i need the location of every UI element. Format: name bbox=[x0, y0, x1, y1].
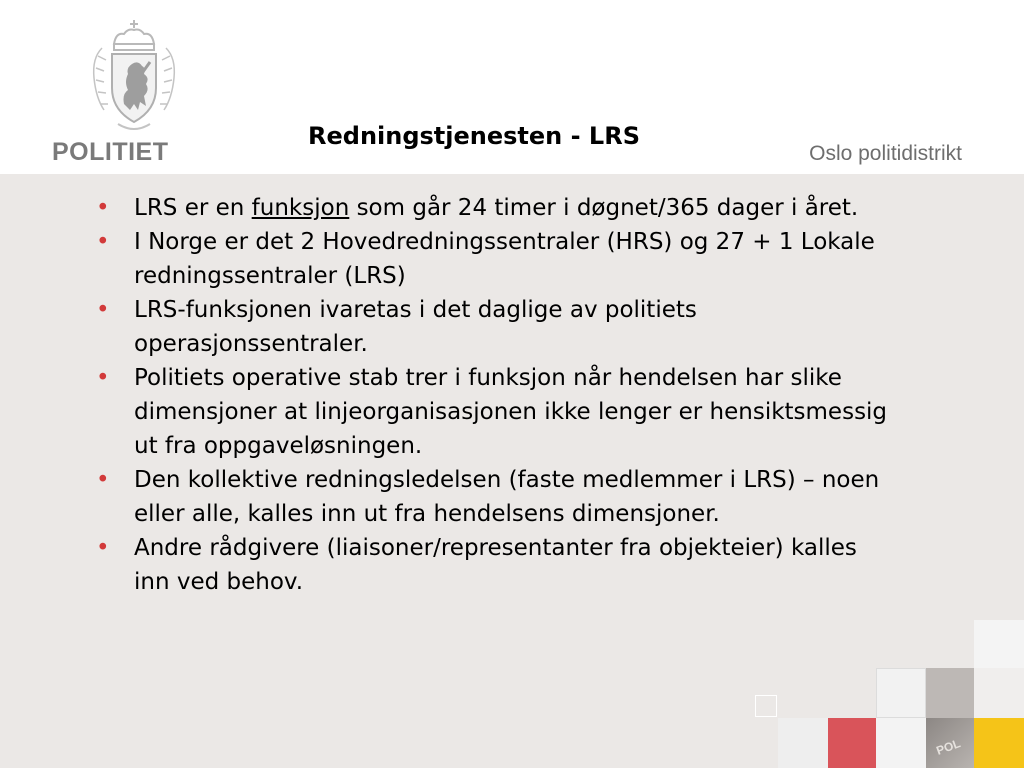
corner-photo bbox=[926, 718, 974, 768]
decor-square bbox=[876, 718, 926, 768]
underlined-term: funksjon bbox=[251, 195, 350, 221]
logo-text: POLITIET bbox=[52, 138, 169, 166]
bullet-text: LRS-funksjonen ivaretas i det daglige av politiets operasjonssentraler. bbox=[134, 297, 697, 357]
bullet-dot: • bbox=[96, 535, 110, 561]
list-item bbox=[96, 463, 896, 531]
decor-square bbox=[974, 718, 1024, 768]
decor-square bbox=[828, 718, 876, 768]
decor-square bbox=[778, 718, 828, 768]
decor-square bbox=[755, 695, 777, 717]
bullet-dot: • bbox=[96, 467, 110, 493]
bullet-text: Andre rådgivere (liaisoner/representanter fra objekteier) kalles inn ved behov. bbox=[134, 535, 857, 595]
bullet-text-end: som går 24 timer i døgnet/365 dager i året. bbox=[349, 195, 859, 221]
list-item bbox=[96, 225, 896, 293]
decor-square bbox=[974, 668, 1024, 718]
bullet-text-start: LRS er en bbox=[134, 195, 252, 221]
list-item bbox=[96, 361, 896, 463]
list-item bbox=[96, 293, 896, 361]
corner-photo-text: POL bbox=[934, 736, 963, 758]
bullet-list bbox=[96, 191, 896, 599]
bullet-text: I Norge er det 2 Hovedredningssentraler (HRS) og 27 + 1 Lokale redningssentraler (LRS) bbox=[134, 229, 875, 289]
bullet-dot: • bbox=[96, 365, 110, 391]
list-item bbox=[96, 531, 896, 599]
bullet-dot: • bbox=[96, 229, 110, 255]
bullet-text: Den kollektive redningsledelsen (faste medlemmer i LRS) – noen eller alle, kalles inn ut fra hendelsens dimensjoner. bbox=[134, 467, 880, 527]
list-item bbox=[96, 191, 896, 225]
decor-square bbox=[876, 668, 926, 718]
decor-square bbox=[926, 668, 974, 718]
bullet-dot: • bbox=[96, 297, 110, 323]
bullet-text: Politiets operative stab trer i funksjon når hendelsen har slike dimensjoner at linjeorganisasjonen ikke lenger er hensiktsmessig ut fra oppgaveløsningen. bbox=[134, 365, 888, 459]
police-crest-icon bbox=[84, 18, 184, 136]
page-title: Redningstjenesten - LRS bbox=[308, 122, 640, 150]
district-label: Oslo politidistrikt bbox=[809, 142, 962, 165]
header bbox=[0, 0, 1024, 174]
bullet-dot: • bbox=[96, 195, 110, 221]
decor-square bbox=[974, 620, 1024, 668]
